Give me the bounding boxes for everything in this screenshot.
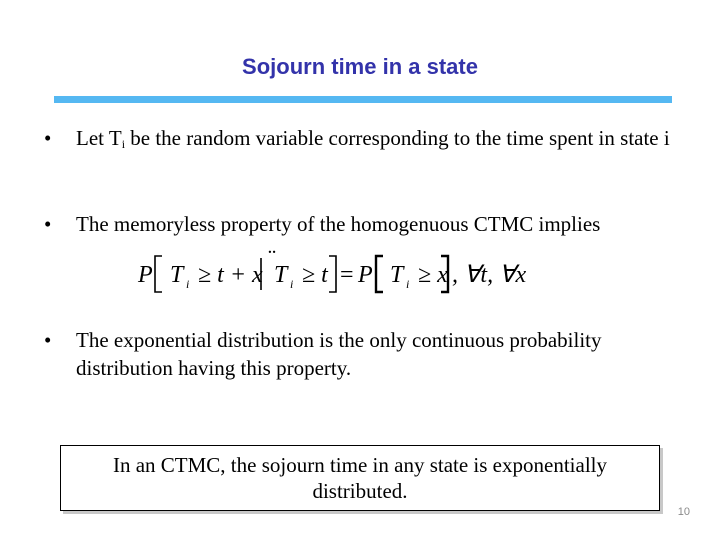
bullet-item-1 <box>44 124 684 158</box>
conclusion-callout-box <box>60 445 660 511</box>
formula-right-bracket <box>329 256 336 292</box>
memoryless-formula <box>132 248 532 300</box>
formula-subscript: i <box>406 277 410 291</box>
bullet-text <box>76 124 684 158</box>
formula-subscript: i <box>290 277 294 291</box>
formula-left-bracket <box>376 256 383 292</box>
page-number: 10 <box>677 506 690 518</box>
bullet-marker: • <box>44 126 52 150</box>
bullet-text: The memoryless property of the homogenuous CTMC implies <box>76 212 601 236</box>
formula-T: T <box>390 262 404 288</box>
bullet-text-subscript: i <box>121 137 126 151</box>
bullet-marker: • <box>44 212 52 236</box>
formula-double-dot: ¨ <box>268 248 276 272</box>
formula-equals: = <box>340 262 354 288</box>
formula-text: ≥ t + x <box>198 262 263 288</box>
title-underline <box>54 96 672 103</box>
bullet-text: The exponential distribution is the only continuous probability distribution having this property. <box>76 328 602 380</box>
formula-text: ≥ t <box>302 262 328 288</box>
bullet-item-3 <box>44 326 684 382</box>
bullet-marker: • <box>44 328 52 352</box>
bullet-item-2 <box>44 210 684 238</box>
bullet-text-pre: Let T <box>76 126 122 150</box>
formula-left-bracket <box>155 256 162 292</box>
formula-P: P <box>138 262 153 288</box>
formula-P: P <box>358 262 373 288</box>
slide-title: Sojourn time in a state <box>242 54 478 79</box>
formula-quantifiers: , ∀t, ∀x <box>452 262 527 288</box>
bullet-text-post: be the random variable corresponding to the time spent in state i <box>125 126 670 150</box>
formula-text: ≥ x <box>418 262 448 288</box>
formula-T: T <box>170 262 184 288</box>
callout-text: In an CTMC, the sojourn time in any state is exponentially distributed. <box>112 453 607 503</box>
formula-subscript: i <box>186 277 190 291</box>
formula-T: T <box>274 262 288 288</box>
